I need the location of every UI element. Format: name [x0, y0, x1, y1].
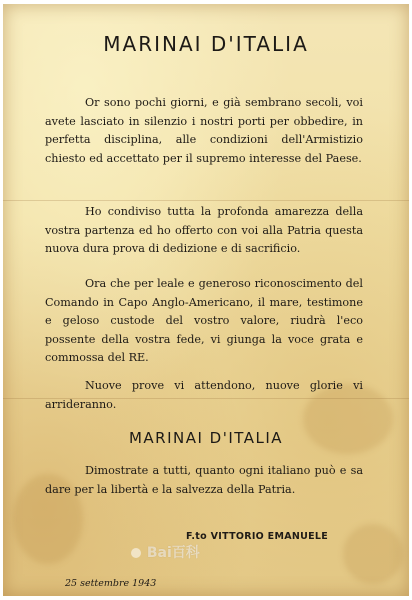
- closing-paragraph: Dimostrate a tutti, quanto ogni italiano può e sa dare per la libertà e la salvezza della Patria.: [45, 464, 363, 496]
- paragraph-1: Or sono pochi giorni, e già sembrano secoli, voi avete lasciato in silenzio i nostri porti per obbedire, in perfetta disciplina, alle condizioni dell'Armistizio chiesto ed accettato per il supremo interesse del Paese.: [45, 96, 363, 165]
- watermark-logo: [130, 542, 200, 562]
- document-subtitle: MARINAI D'ITALIA: [128, 429, 284, 447]
- paragraph-3: Ora che per leale e generoso riconoscimento del Comando in Capo Anglo-Americano, il mare, testimone e geloso custode del vostro valore, riudrà l'eco possente della vostra fede, vi giunga la voce grata e commossa del RE.: [45, 277, 363, 364]
- paper-fold-line: [3, 200, 409, 201]
- paw-icon: [131, 548, 141, 558]
- paragraph-4: Nuove prove vi attendono, nuove glorie vi arrideranno.: [45, 379, 363, 411]
- signature: F.to VITTORIO EMANUELE: [186, 531, 329, 542]
- watermark-text: Bai百科: [146, 545, 200, 561]
- proclamation-sheet: [3, 4, 409, 596]
- document-title: MARINAI D'ITALIA: [103, 32, 309, 56]
- document-date: 25 settembre 1943: [65, 578, 157, 589]
- paper-stain: [343, 524, 403, 584]
- paragraph-2: Ho condiviso tutta la profonda amarezza della vostra partenza ed ho offerto con voi alla Patria questa nuova dura prova di dedizione e di sacrificio.: [45, 205, 363, 255]
